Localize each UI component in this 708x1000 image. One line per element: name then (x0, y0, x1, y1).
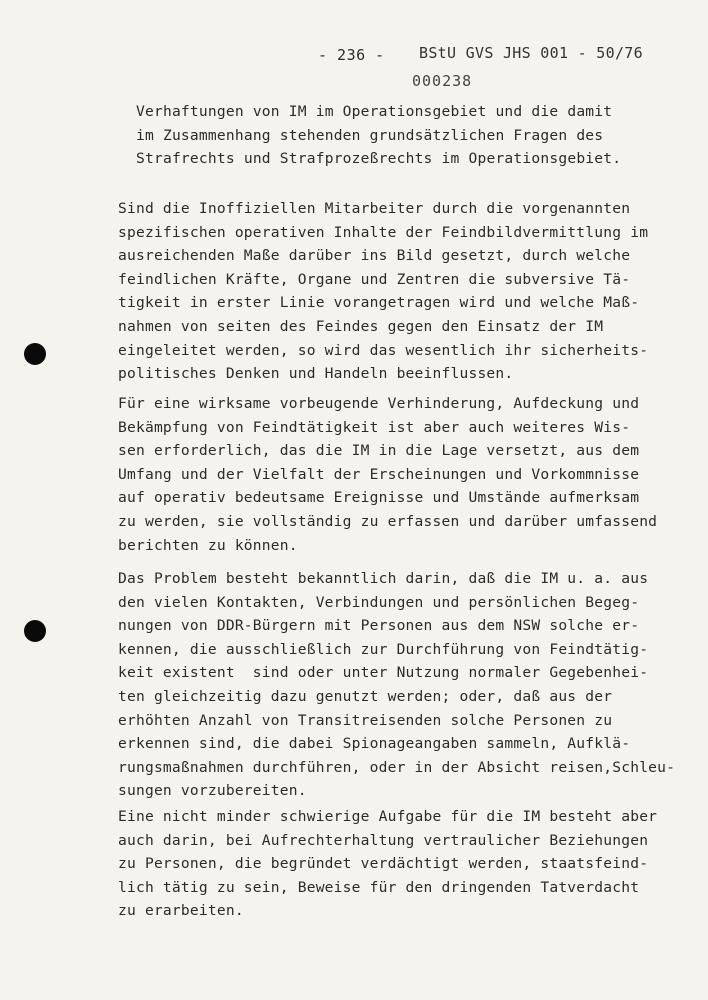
title-line: im Zusammenhang stehenden grundsätzlichen Fragen des (136, 126, 604, 144)
text-line: sen erforderlich, das die IM in die Lage versetzt, aus dem (118, 442, 640, 460)
paragraph-1 (118, 197, 678, 386)
text-line: erhöhten Anzahl von Transitreisenden solche Personen zu (118, 711, 613, 729)
text-line: Eine nicht minder schwierige Aufgabe für die IM besteht aber (118, 808, 658, 825)
text-line: lich tätig zu sein, Beweise für den dringenden Tatverdacht (118, 878, 640, 896)
text-line: zu Personen, die begründet verdächtigt werden, staatsfeind- (118, 855, 649, 873)
text-line: berichten zu können. (118, 536, 298, 554)
text-line: nungen von DDR-Bürgern mit Personen aus dem NSW solche er- (118, 617, 640, 635)
archive-stamp: BStU GVS JHS 001 - 50/76 (419, 44, 643, 62)
page-number: - 236 - (318, 46, 385, 64)
text-line: eingeleitet werden, so wird das wesentlich ihr sicherheits- (118, 341, 649, 359)
text-line: den vielen Kontakten, Verbindungen und persönlichen Begeg- (118, 593, 640, 611)
text-line: tigkeit in erster Linie vorangetragen wird und welche Maß- (118, 294, 640, 312)
text-line: Bekämpfung von Feindtätigkeit ist aber auch weiteres Wis- (118, 418, 631, 436)
text-line: zu werden, sie vollständig zu erfassen und darüber umfassend (118, 512, 658, 530)
text-line: erkennen sind, die dabei Spionageangaben sammeln, Aufklä- (118, 735, 631, 753)
text-line: nahmen von seiten des Feindes gegen den Einsatz der IM (118, 317, 604, 335)
text-line: kennen, die ausschließlich zur Durchführung von Feindtätig- (118, 640, 649, 658)
text-line: politisches Denken und Handeln beeinflussen. (118, 365, 514, 383)
paragraph-2 (118, 392, 678, 557)
punch-hole-icon (24, 343, 46, 365)
text-line: rungsmaßnahmen durchführen, oder in der Absicht reisen,Schleu- (118, 758, 676, 776)
paragraph-4 (118, 805, 678, 923)
text-line: Für eine wirksame vorbeugende Verhinderung, Aufdeckung und (118, 395, 640, 412)
text-line: keit existent sind oder unter Nutzung normaler Gegebenhei- (118, 664, 649, 682)
text-line: zu erarbeiten. (118, 902, 244, 920)
text-line: auf operativ bedeutsame Ereignisse und Umstände aufmerksam (118, 489, 640, 507)
text-line: Sind die Inoffiziellen Mitarbeiter durch die vorgenannten (118, 200, 631, 217)
text-line: sungen vorzubereiten. (118, 782, 307, 800)
text-line: auch darin, bei Aufrechterhaltung vertraulicher Beziehungen (118, 831, 649, 849)
text-line: ausreichenden Maße darüber ins Bild gesetzt, durch welche (118, 247, 631, 265)
text-line: spezifischen operativen Inhalte der Feindbildvermittlung im (118, 223, 649, 241)
text-line: feindlichen Kräfte, Organe und Zentren die subversive Tä- (118, 270, 631, 288)
serial-number: 000238 (412, 72, 473, 90)
title-line: Strafrechts und Strafprozeßrechts im Operationsgebiet. (136, 150, 622, 168)
paragraph-3 (118, 567, 678, 803)
section-title (136, 100, 696, 171)
text-line: Das Problem besteht bekanntlich darin, daß die IM u. a. aus (118, 570, 649, 587)
punch-hole-icon (24, 620, 46, 642)
title-line: Verhaftungen von IM im Operationsgebiet und die damit (136, 103, 613, 120)
text-line: Umfang und der Vielfalt der Erscheinungen und Vorkommnisse (118, 465, 640, 483)
text-line: ten gleichzeitig dazu genutzt werden; oder, daß aus der (118, 687, 613, 705)
